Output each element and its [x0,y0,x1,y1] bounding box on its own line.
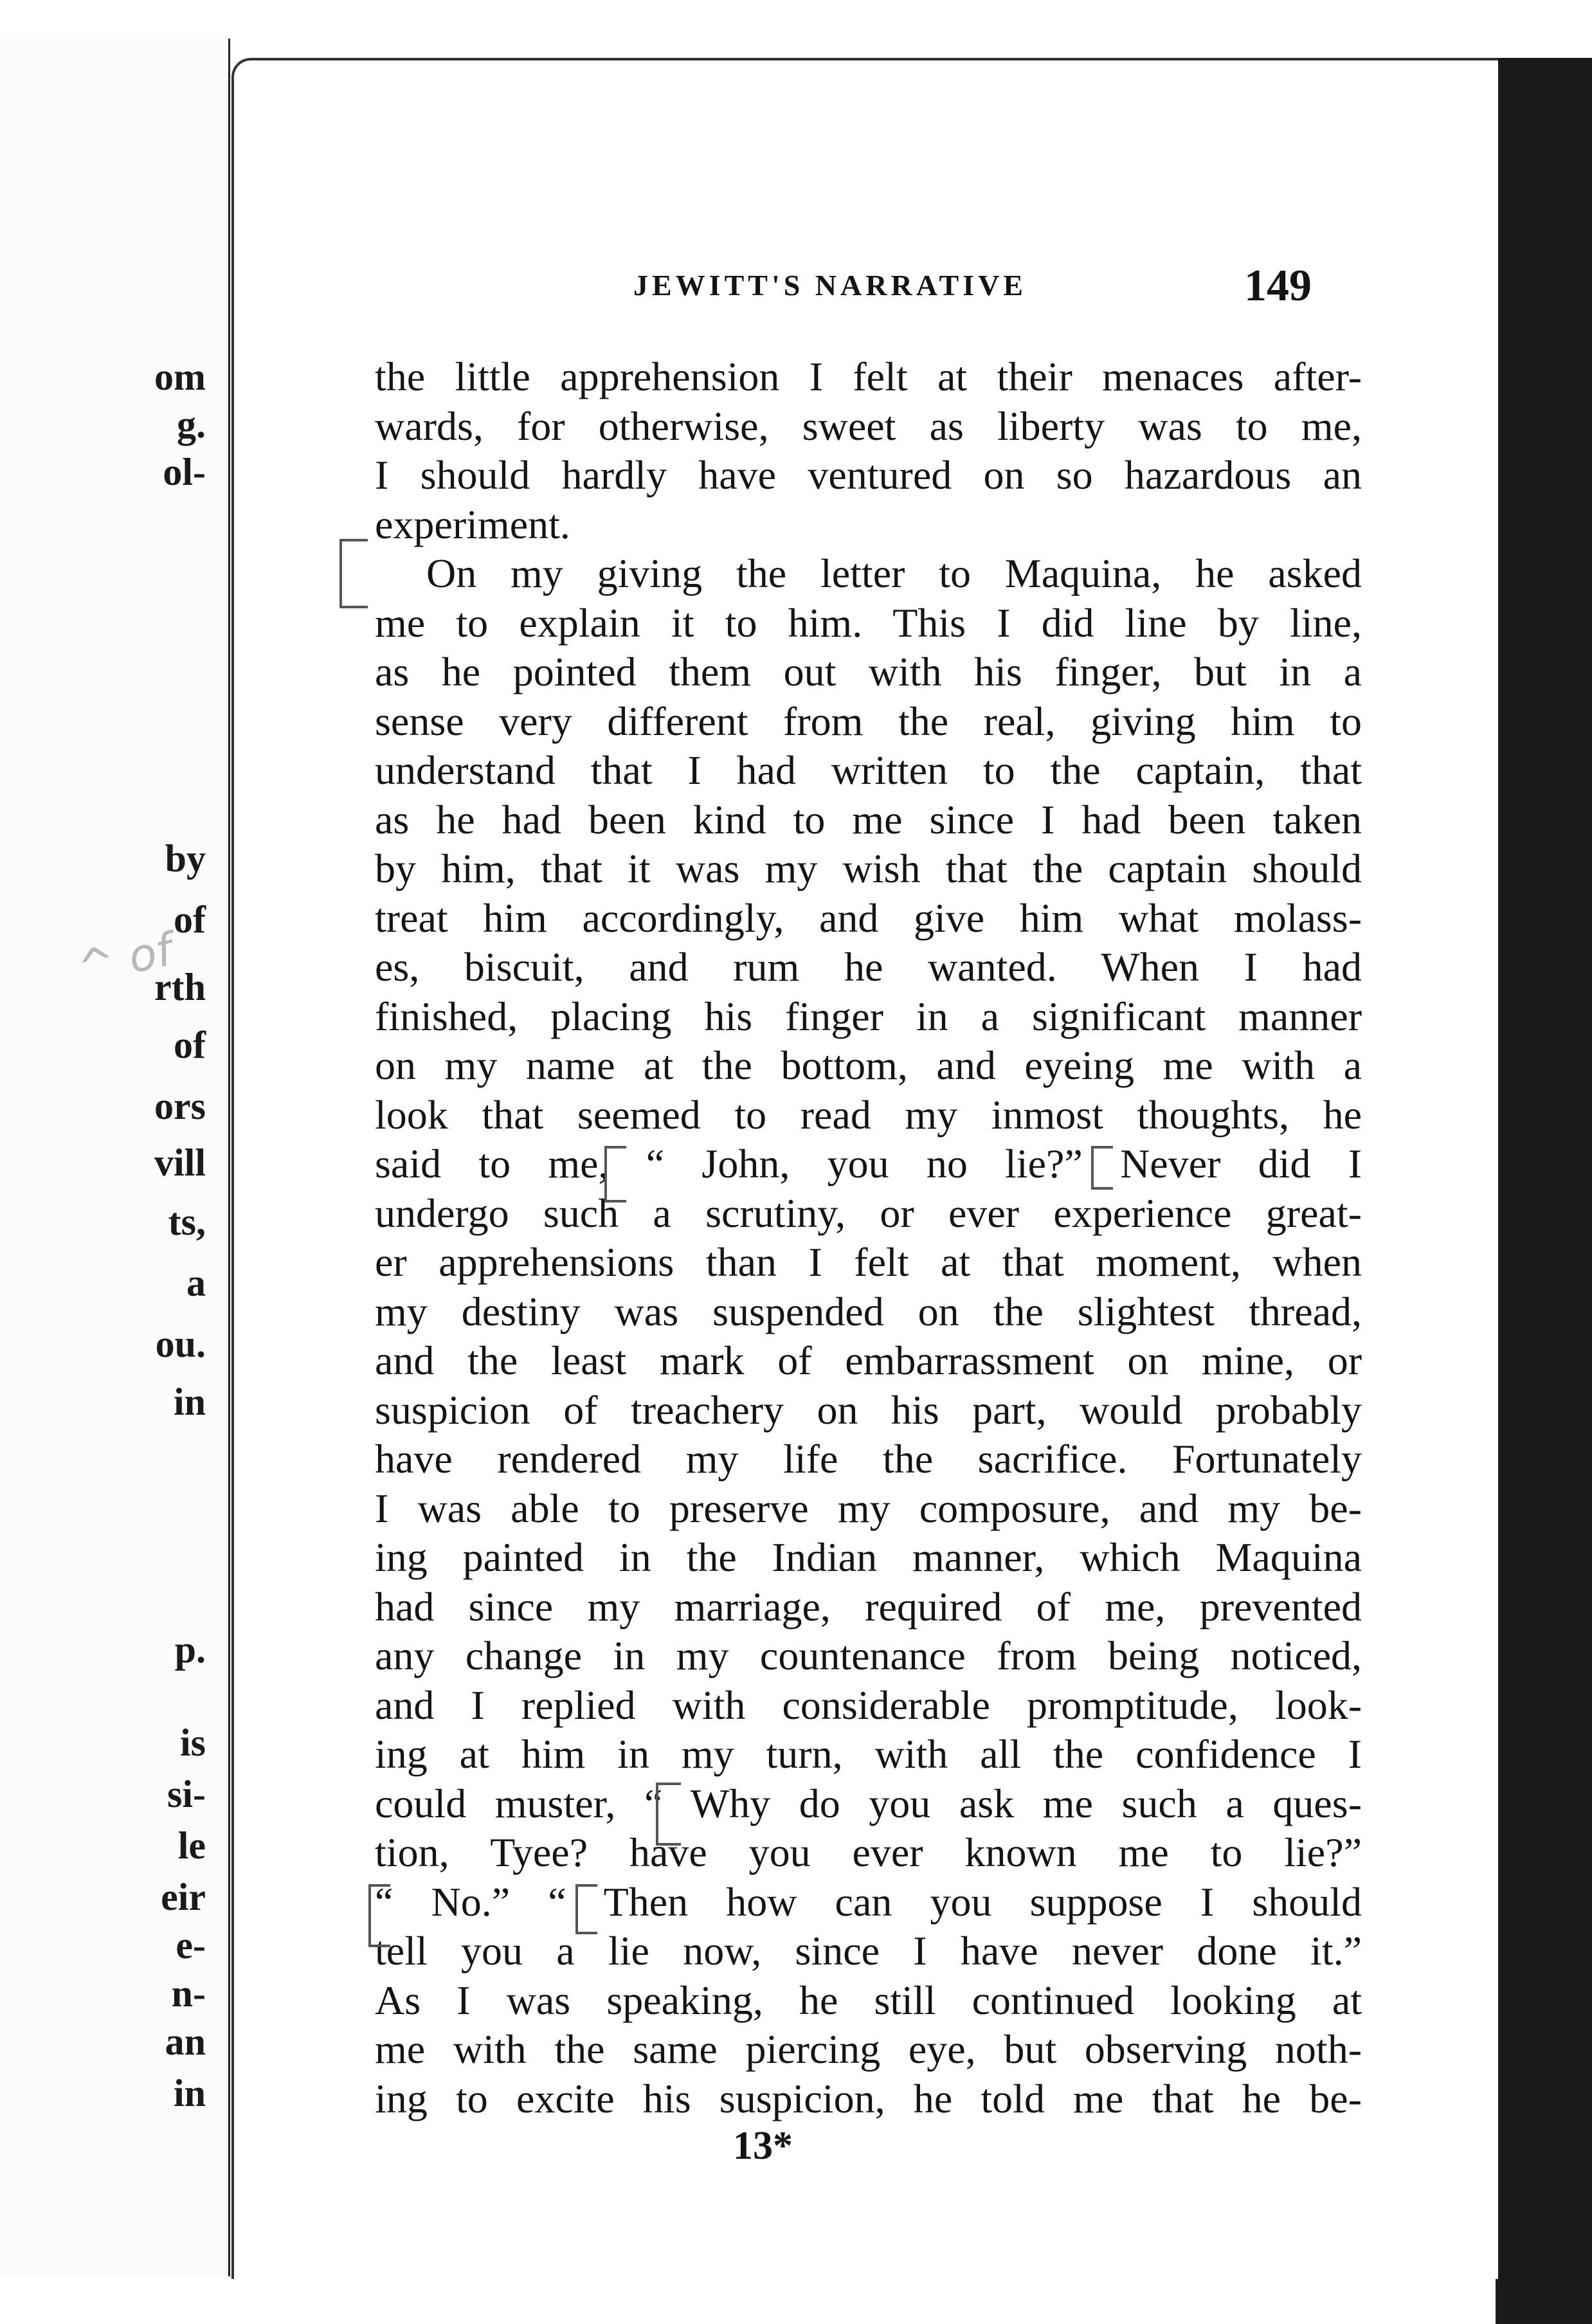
text-line: the little apprehension I felt at their menaces after- [375,354,1362,399]
book-edge-right [1496,58,1592,2324]
text-line: ing at him in my turn, with all the confidence I [375,1731,1362,1777]
facing-page-fragment: le [177,1824,206,1867]
signature-mark: 13* [733,2124,793,2168]
running-head: JEWITT'S NARRATIVE [633,269,1027,302]
facing-page-fragment: ors [154,1085,206,1127]
text-line: er apprehensions than I felt at that moment, when [375,1239,1362,1285]
text-line: ing to excite his suspicion, he told me that he be- [375,2075,1362,2121]
text-line: understand that I had written to the captain, that [375,747,1362,793]
pencil-bracket-mark [368,1884,390,1947]
text-line: tion, Tyee? have you ever known me to lie?” [375,1829,1362,1875]
text-line: any change in my countenance from being noticed, [375,1633,1362,1678]
facing-page-fragment: n- [171,1972,206,2015]
facing-page-fragment: eir [161,1876,206,1918]
facing-page-left [0,39,230,2276]
text-line: had since my marriage, required of me, prevented [375,1583,1362,1630]
facing-page-fragment: ol- [163,451,206,493]
text-line: es, biscuit, and rum he wanted. When I had [375,944,1362,990]
facing-page-fragment: vill [154,1141,206,1184]
text-line: and I replied with considerable promptitude, look- [375,1682,1362,1728]
facing-page-fragment: an [165,2020,206,2063]
facing-page-fragment: si- [167,1773,206,1815]
facing-page-fragment: g. [177,403,206,446]
pencil-bracket-mark [339,539,368,608]
facing-page-fragment: e- [176,1924,206,1966]
text-line: and the least mark of embarrassment on mine, or [375,1338,1362,1383]
text-line: On my giving the letter to Maquina, he asked [426,550,1362,596]
facing-page-fragment: a [186,1262,206,1304]
text-line: “ No.” “ Then how can you suppose I should [375,1878,1362,1925]
text-line: experiment. [375,501,570,547]
handwritten-margin-note: ^ of [73,923,177,995]
facing-page-fragment: ts, [168,1201,206,1243]
text-line: undergo such a scrutiny, or ever experience great- [375,1190,1362,1236]
text-line: I was able to preserve my composure, and my be- [375,1485,1362,1531]
text-line: me to explain it to him. This I did line by line, [375,599,1362,646]
facing-page-fragment: of [174,1024,206,1066]
facing-page-fragment: om [154,356,206,398]
text-line: treat him accordingly, and give him what molass- [375,894,1362,941]
pencil-bracket-mark [656,1783,681,1846]
facing-page-fragment: in [173,1381,206,1423]
facing-page-fragment: p. [174,1628,206,1671]
text-line: finished, placing his finger in a significant manner [375,993,1362,1039]
body-text [375,352,1362,2123]
text-line: ing painted in the Indian manner, which Maquina [375,1534,1362,1580]
text-line: look that seemed to read my inmost thoughts, he [375,1091,1362,1138]
facing-page-fragment: ou. [155,1323,206,1365]
text-line: as he had been kind to me since I had been taken [375,796,1362,842]
text-line: by him, that it was my wish that the captain should [375,846,1362,891]
facing-page-fragment: rth [154,966,206,1008]
text-line: wards, for otherwise, sweet as liberty was to me, [375,403,1362,449]
pencil-bracket-mark [575,1884,597,1934]
facing-page-fragment: by [165,837,206,880]
text-line: as he pointed them out with his finger, but in a [375,649,1362,694]
facing-page-fragment: is [179,1721,206,1764]
text-line: on my name at the bottom, and eyeing me with a [375,1042,1362,1088]
text-line: have rendered my life the sacrifice. Fortunately [375,1436,1362,1482]
page-number: 149 [1244,261,1312,311]
text-line: my destiny was suspended on the slightest thread, [375,1288,1362,1334]
pencil-bracket-mark [604,1146,626,1203]
text-line: tell you a lie now, since I have never done it.” [375,1928,1362,1974]
facing-page-fragment: in [173,2072,206,2114]
text-line: As I was speaking, he still continued looking at [375,1977,1362,2023]
text-line: sense very different from the real, giving him to [375,698,1362,744]
text-line: said to me, “ John, you no lie?” Never did I [375,1141,1362,1186]
facing-page-fragment: of [174,898,206,941]
text-line: I should hardly have ventured on so hazardous an [375,452,1362,498]
pencil-bracket-mark [1091,1146,1113,1190]
text-line: suspicion of treachery on his part, would probably [375,1386,1362,1433]
text-line: could muster, “ Why do you ask me such a ques- [375,1780,1362,1826]
text-line: me with the same piercing eye, but observing noth- [375,2026,1362,2072]
